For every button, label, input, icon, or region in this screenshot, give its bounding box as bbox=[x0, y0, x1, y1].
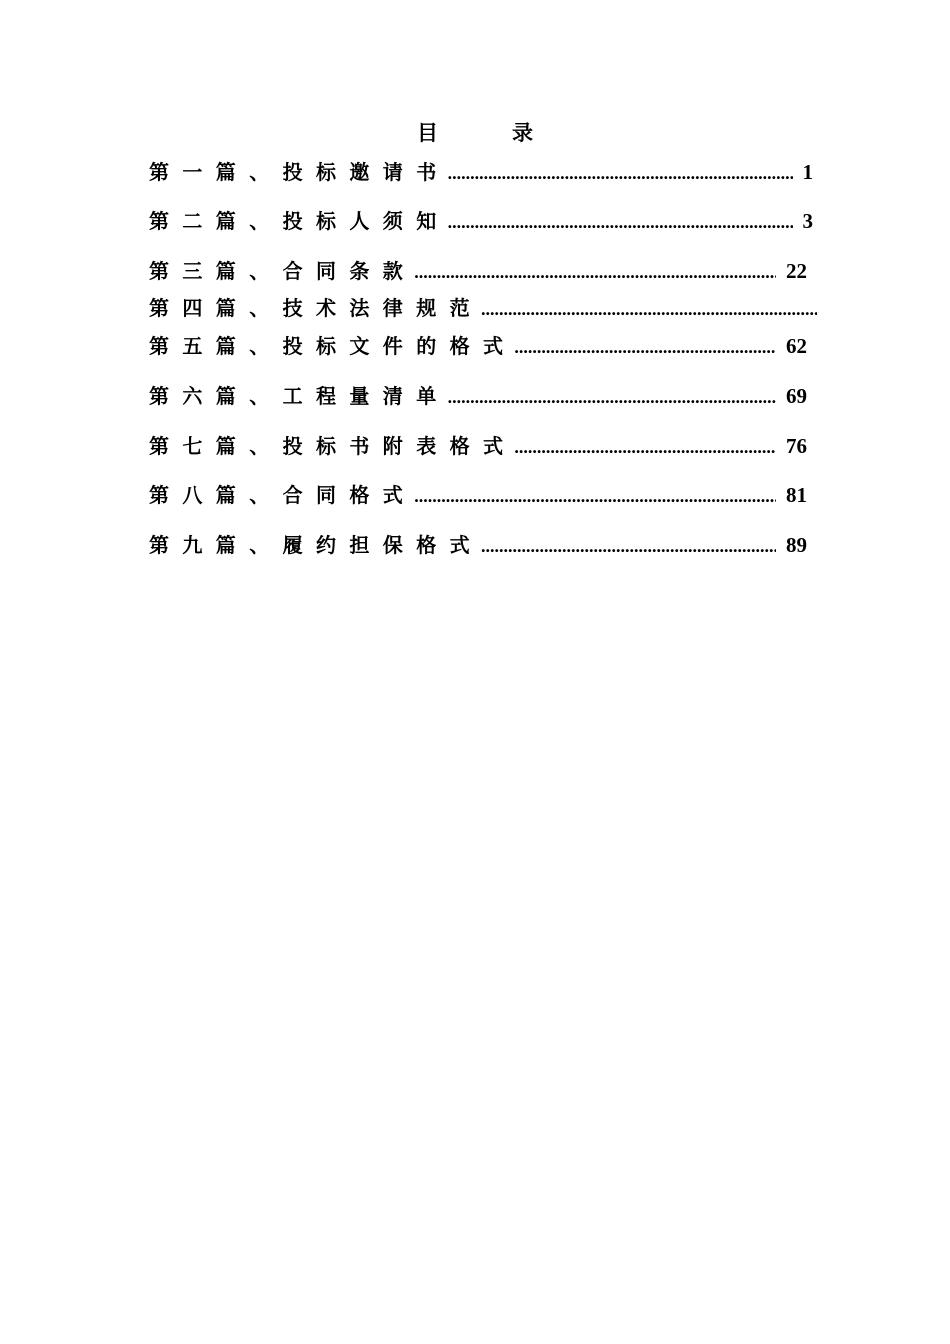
toc-leader-dots bbox=[414, 257, 776, 287]
toc-leader-dots bbox=[448, 207, 793, 237]
toc-title-right: 录 bbox=[512, 120, 533, 145]
toc-page-number: 81 bbox=[786, 483, 807, 507]
toc-leader-dots bbox=[514, 332, 776, 362]
toc-leader-dots bbox=[514, 432, 776, 462]
toc-entry-label: 第二篇、投标人须知 bbox=[149, 209, 450, 233]
toc-leader-dots bbox=[414, 481, 776, 511]
toc-entry-label: 第四篇、技术法律规范 bbox=[149, 296, 483, 320]
toc-leader-dots bbox=[448, 158, 793, 188]
toc-page-number: 3 bbox=[802, 209, 813, 233]
toc-entry-1[interactable] bbox=[149, 157, 813, 187]
toc-leader-dots bbox=[448, 382, 776, 412]
toc-entry-label: 第一篇、投标邀请书 bbox=[149, 160, 450, 184]
toc-entry-7[interactable] bbox=[149, 431, 807, 461]
toc-entry-label: 第三篇、合同条款 bbox=[149, 259, 417, 283]
toc-entry-label: 第七篇、投标书附表格式 bbox=[149, 434, 517, 458]
toc-page-number: 76 bbox=[786, 434, 807, 458]
toc-title-left: 目 bbox=[417, 120, 438, 145]
toc-entry-8[interactable] bbox=[149, 480, 807, 510]
toc-page-number: 22 bbox=[786, 259, 807, 283]
toc-leader-dots bbox=[481, 294, 817, 324]
toc-entry-label: 第八篇、合同格式 bbox=[149, 483, 417, 507]
toc-page-number: 89 bbox=[786, 533, 807, 557]
toc-entry-6[interactable] bbox=[149, 381, 807, 411]
toc-entry-label: 第九篇、履约担保格式 bbox=[149, 533, 483, 557]
toc-page-number: 1 bbox=[802, 160, 813, 184]
toc-page-number: 62 bbox=[786, 334, 807, 358]
toc-entry-9[interactable] bbox=[149, 530, 807, 560]
toc-entry-4[interactable] bbox=[149, 293, 817, 323]
toc-entry-label: 第六篇、工程量清单 bbox=[149, 384, 450, 408]
toc-entry-label: 第五篇、投标文件的格式 bbox=[149, 334, 517, 358]
toc-entry-2[interactable] bbox=[149, 206, 813, 236]
toc-title bbox=[0, 118, 950, 148]
toc-leader-dots bbox=[481, 531, 776, 561]
toc-entry-5[interactable] bbox=[149, 331, 807, 361]
toc-page-number: 69 bbox=[786, 384, 807, 408]
toc-entry-3[interactable] bbox=[149, 256, 807, 286]
